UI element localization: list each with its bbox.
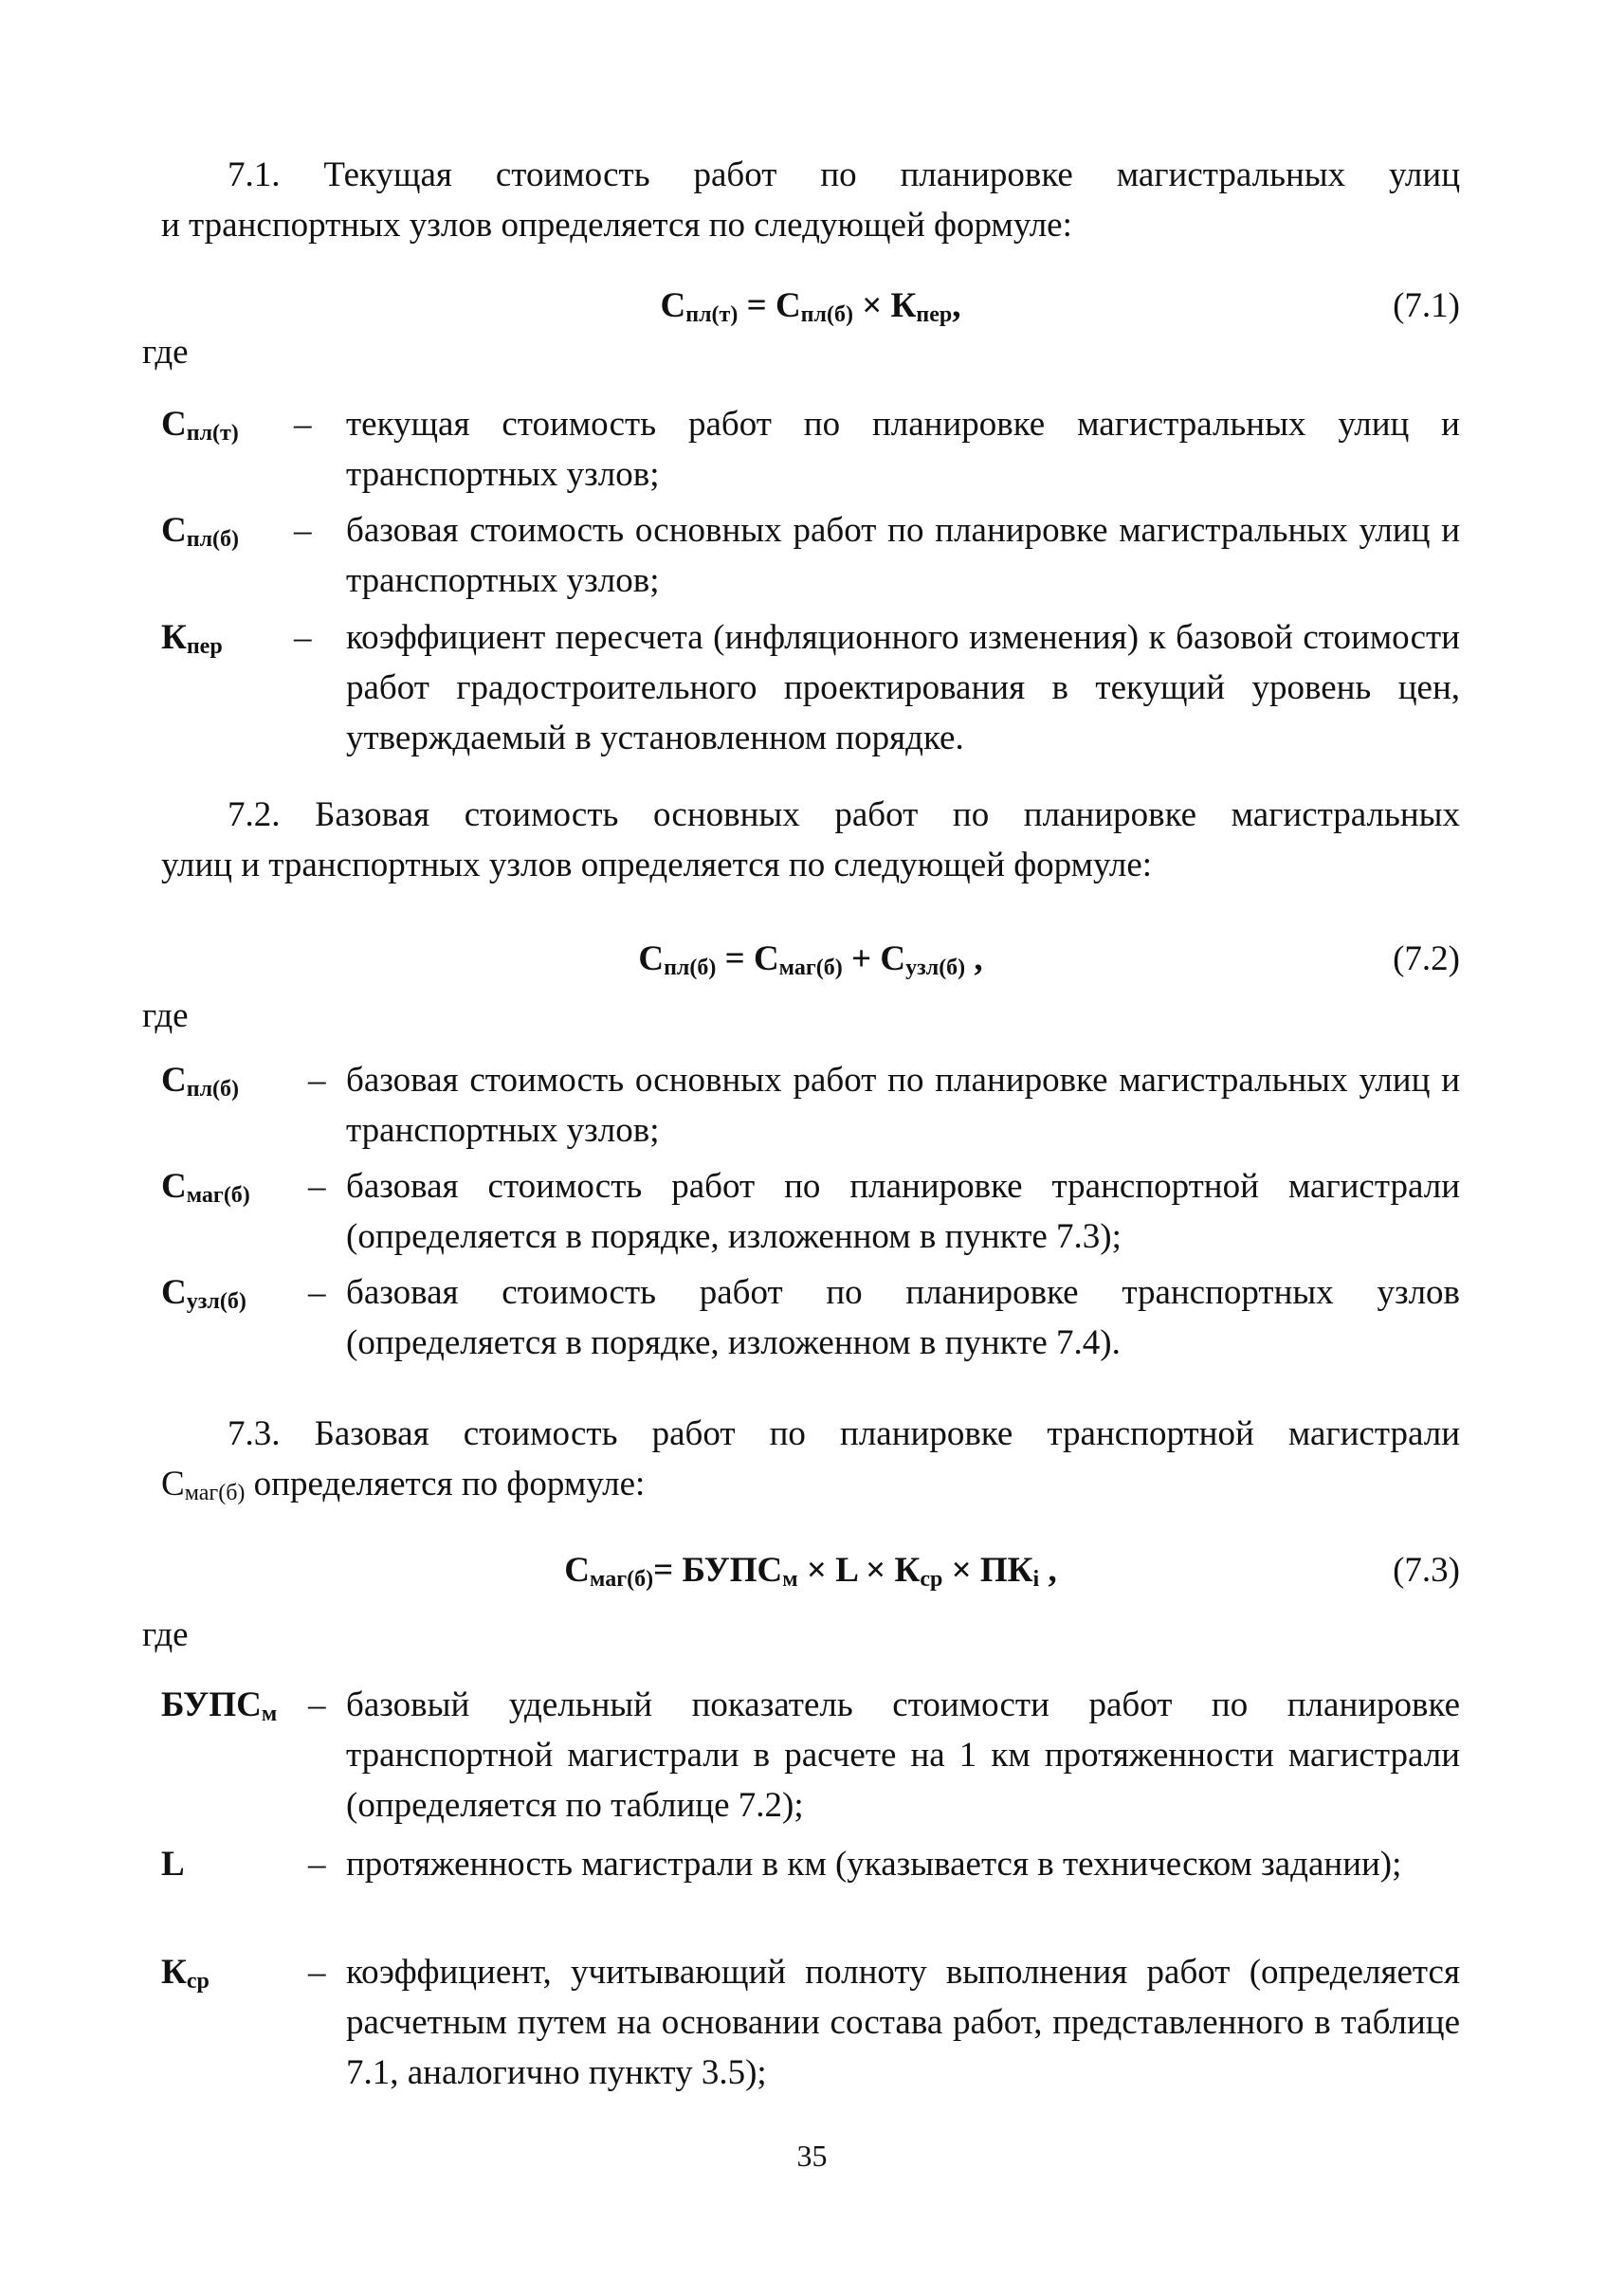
subscript: м [782,1567,798,1592]
subscript: маг(б) [590,1567,654,1592]
subscript: i [1032,1567,1040,1592]
symbol: С [880,939,906,978]
definition-symbol: $К_{ср}$ [161,1953,210,1994]
definition-item [161,1680,1460,1831]
paragraph-7-1-rest: и транспортных узлов определяется по следующей формуле: [161,206,1072,245]
subscript: пл(т) [685,302,739,327]
paragraph-7-1-first-line: 7.1. Текущая стоимость работ по планировке магистральных улиц [228,155,1460,194]
where-label: где [142,1615,189,1654]
subscript: пл(б) [800,302,853,327]
formula-7-2-expression [161,934,1460,984]
formula-7-3-number: (7.3) [1393,1551,1460,1590]
definition-symbol: $БУПС_м$ [161,1685,278,1726]
subscript: узл(б) [905,956,966,980]
punctuation: , [965,939,983,978]
symbol: ПК [979,1551,1033,1590]
definition-dash: – [308,1061,326,1100]
formula-7-1 [161,281,1460,337]
where-label: где [142,996,189,1035]
operator: = [716,939,754,978]
subscript: пл(б) [664,956,717,980]
formula-7-2 [161,934,1460,991]
paragraph-7-2-first-line: 7.2. Базовая стоимость основных работ по планировке магистральных [228,795,1460,834]
symbol: К [894,1551,921,1590]
definition-dash: – [294,511,312,550]
definition-symbol: $С_{узл(б)}$ [161,1273,246,1314]
definition-dash: – [294,618,312,657]
definition-item [161,1839,1460,1940]
operator: = [653,1551,683,1590]
definition-symbol: $К_{пер}$ [161,618,223,659]
formula-7-3 [161,1545,1460,1602]
definition-dash: – [308,1167,326,1206]
definition-item [161,1947,1460,2099]
operator: = [738,286,776,325]
operator: + [842,939,881,978]
formula-7-3-expression [161,1545,1460,1595]
operator: × [942,1551,980,1590]
definition-text: протяженность магистрали в км (указывается в техническом задании); [346,1845,1402,1884]
definition-text: коэффициент, учитывающий полноту выполнения работ (определяется расчетным путем на основании состава работ, представленного в таблице 7.1, аналогично пункту 3.5); [346,1953,1460,2092]
definition-item [161,1161,1460,1262]
paragraph-7-2 [161,790,1460,890]
symbol: С [660,286,686,325]
paragraph-7-3-first-line: 7.3. Базовая стоимость работ по планировке транспортной магистрали [228,1414,1460,1453]
formula-7-1-expression [161,281,1460,331]
symbol: С [564,1551,591,1590]
formula-7-1-number: (7.1) [1393,286,1460,325]
operator: × [797,1551,836,1590]
definition-symbol: $С_{пл(б)}$ [161,1061,240,1102]
page-number: 35 [796,2139,828,2173]
definition-item [161,1267,1460,1368]
subscript: маг(б) [778,956,843,980]
definition-dash: – [308,1953,326,1992]
paragraph-7-1 [161,150,1460,250]
subscript: ср [920,1567,943,1592]
definition-dash: – [308,1845,326,1884]
punctuation: , [952,286,961,325]
paragraph-7-3 [161,1409,1460,1509]
definition-text: базовая стоимость основных работ по планировке магистральных улиц и транспортных узлов; [346,511,1460,600]
symbol: L [835,1551,857,1590]
symbol: К [890,286,917,325]
symbol: БУПС [682,1551,783,1590]
definition-item [161,399,1460,500]
punctuation: , [1039,1551,1057,1590]
definition-dash: – [308,1273,326,1312]
definition-item [161,1055,1460,1156]
where-label: где [142,333,189,372]
operator: × [856,1551,895,1590]
paragraph-7-3-rest: $С_{маг(б)}$ определяется по формуле: [161,1465,646,1505]
definition-text: коэффициент пересчета (инфляционного изменения) к базовой стоимости работ градостроительного проектирования в текущий уровень цен, утверждаемый в установленном порядке. [346,618,1460,757]
symbol: С [753,939,779,978]
symbol: С [775,286,801,325]
definition-text: текущая стоимость работ по планировке магистральных улиц и транспортных узлов; [346,405,1460,494]
paragraph-7-2-rest: улиц и транспортных узлов определяется по следующей формуле: [161,846,1153,884]
definition-dash: – [294,405,312,444]
definition-symbol: $С_{пл(б)}$ [161,511,240,552]
formula-7-2-number: (7.2) [1393,939,1460,978]
subscript: пер [916,302,953,327]
definition-item [161,612,1460,764]
definition-symbol: L [161,1845,185,1884]
definition-item [161,505,1460,606]
definition-text: базовая стоимость работ по планировке транспортной магистрали (определяется в порядке, изложенном в пункте 7.3); [346,1167,1460,1256]
definition-symbol: $С_{маг(б)}$ [161,1167,250,1208]
symbol: С [638,939,665,978]
definition-text: базовая стоимость работ по планировке транспортных узлов (определяется в порядке, изложенном в пункте 7.4). [346,1273,1460,1362]
definition-symbol: $С_{пл(т)}$ [161,405,239,446]
operator: × [852,286,891,325]
definition-text: базовая стоимость основных работ по планировке магистральных улиц и транспортных узлов; [346,1061,1460,1150]
definition-dash: – [308,1685,326,1724]
definition-text: базовый удельный показатель стоимости работ по планировке транспортной магистрали в расчете на 1 км протяженности магистрали (определяется по таблице 7.2); [346,1685,1460,1825]
